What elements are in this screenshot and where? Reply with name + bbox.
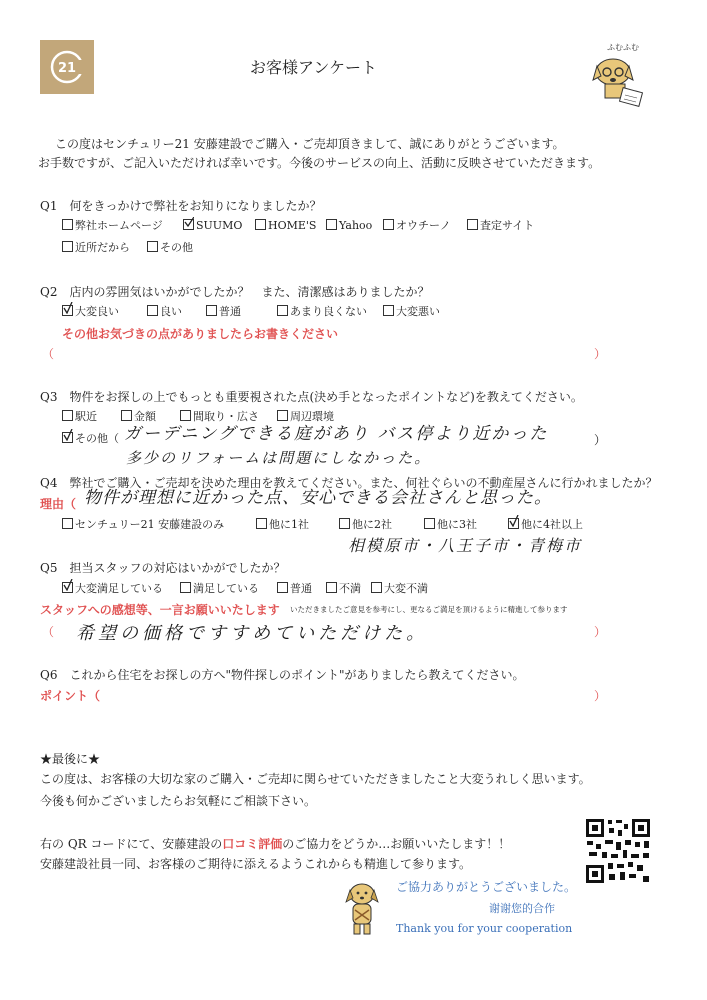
checkbox-icon — [383, 305, 394, 316]
q6-point-field[interactable] — [100, 690, 594, 704]
q1-option-suumo[interactable]: SUUMO — [183, 219, 242, 233]
checkbox-checked-icon — [62, 432, 73, 443]
q4-handwritten-cities: 相模原市・八王子市・青梅市 — [348, 536, 583, 555]
q5-option-very-dissatisfied[interactable]: 大変不満 — [371, 582, 428, 596]
svg-text:ふむふむ: ふむふむ — [607, 43, 639, 52]
checkbox-icon — [121, 410, 132, 421]
q4-option-only-ando[interactable]: センチュリー21 安藤建設のみ — [62, 518, 224, 532]
q5-option-normal[interactable]: 普通 — [277, 582, 312, 596]
checkbox-icon — [147, 305, 158, 316]
checkbox-icon — [62, 241, 73, 252]
q2-label: Q2 店内の雰囲気はいかがでしたか？ また、清潔感はありましたか？ — [40, 285, 430, 299]
checkbox-icon — [147, 241, 158, 252]
q2-close-paren: ） — [594, 347, 607, 361]
q4-option-three-more[interactable]: 他に3社 — [424, 518, 477, 532]
thanks-japanese: ご協力ありがとうございました。 — [396, 880, 577, 894]
q2-comment-prompt: その他お気づきの点がありましたらお書きください — [62, 327, 339, 341]
q3-close-paren: ） — [594, 433, 607, 447]
q3-option-other[interactable]: その他（ — [62, 432, 119, 446]
intro-line-1: この度はセンチュリー21 安藤建設でご購入・ご売却頂きまして、誠にありがとうございます。 — [55, 137, 565, 151]
q1-option-ouchino[interactable]: オウチーノ — [383, 219, 451, 233]
checkbox-icon — [277, 305, 288, 316]
q6-close-paren: ） — [594, 689, 607, 703]
checkbox-icon — [371, 582, 382, 593]
qr-code-icon[interactable] — [583, 816, 653, 886]
q5-label: Q5 担当スタッフの対応はいかがでしたか？ — [40, 561, 286, 575]
century21-logo — [40, 40, 94, 94]
q5-option-satisfied[interactable]: 満足している — [180, 582, 259, 596]
q1-label: Q1 何をきっかけで弊社をお知りになりましたか？ — [40, 199, 322, 213]
svg-text:21: 21 — [57, 61, 77, 76]
q2-option-not-good[interactable]: あまり良くない — [277, 305, 367, 319]
q5-option-very-satisfied[interactable]: 大変満足している — [62, 582, 163, 596]
q2-option-normal[interactable]: 普通 — [206, 305, 241, 319]
q2-option-good[interactable]: 良い — [147, 305, 182, 319]
checkbox-icon — [180, 582, 191, 593]
q2-comment-field[interactable] — [58, 348, 594, 362]
q4-option-one-more[interactable]: 他に1社 — [256, 518, 309, 532]
q3-handwritten-line-1: ガーデニングできる庭があり バス停より近かった — [124, 424, 549, 444]
checkbox-icon — [326, 219, 337, 230]
q1-option-assessment-site[interactable]: 査定サイト — [467, 219, 534, 233]
q4-option-four-plus[interactable]: 他に4社以上 — [508, 518, 583, 532]
q5-comment-note: いただきましたご意見を参考にし、更なるご満足を頂けるように精進して参ります — [290, 605, 568, 614]
q2-option-very-bad[interactable]: 大変悪い — [383, 305, 440, 319]
q3-option-layout[interactable]: 間取り・広さ — [180, 410, 259, 424]
q4-reason-label: 理由（ — [40, 497, 77, 511]
q5-option-dissatisfied[interactable]: 不満 — [326, 582, 361, 596]
q5-handwritten-comment: 希望の価格ですすめていただけた。 — [76, 623, 429, 644]
page-title: お客様アンケート — [250, 58, 378, 77]
q6-label: Q6 これから住宅をお探しの方へ"物件探しのポイント"がありましたら教えてください。 — [40, 668, 525, 682]
closing-line-1: この度は、お客様の大切な家のご購入・ご売却に関らせていただきましたこと大変うれしく思います。 — [40, 772, 591, 786]
q1-option-other[interactable]: その他 — [147, 241, 193, 255]
closing-heading: ★最後に★ — [40, 752, 101, 766]
checkbox-icon — [383, 219, 394, 230]
q3-label: Q3 物件をお探しの上でもっとも重要視された点(決め手となったポイントなど)を教えてください。 — [40, 390, 583, 404]
q1-option-homepage[interactable]: 弊社ホームページ — [62, 219, 163, 233]
q5-close-paren: ） — [594, 625, 607, 639]
checkbox-icon — [180, 410, 191, 421]
closing-line-4: 安藤建設社員一同、お客様のご期待に添えるようこれからも精進して参ります。 — [40, 857, 472, 871]
q2-open-paren: （ — [42, 347, 55, 361]
mascot-dog-icon — [585, 40, 655, 110]
checkbox-icon — [424, 518, 435, 529]
checkbox-icon — [256, 518, 267, 529]
q3-option-environment[interactable]: 周辺環境 — [277, 410, 334, 424]
intro-line-2: お手数ですが、ご記入いただければ幸いです。今後のサービスの向上、活動に反映させていただきます。 — [38, 156, 601, 170]
q3-option-price[interactable]: 金額 — [121, 410, 156, 424]
checkbox-icon — [277, 582, 288, 593]
q5-comment-prompt: スタッフへの感想等、一言お願いいたします — [40, 603, 280, 617]
mascot-dog-bowing-icon — [342, 880, 382, 938]
q4-label: Q4 弊社でご購入・ご売却を決めた理由を教えてください。また、何社ぐらいの不動産屋さんに行かれましたか？ — [40, 476, 658, 490]
checkbox-icon — [206, 305, 217, 316]
q4-handwritten-reason: 物件が理想に近かった点、安心できる会社さんと思った。 — [84, 488, 552, 508]
q1-option-nearby[interactable]: 近所だから — [62, 241, 130, 255]
closing-line-2: 今後も何かございましたらお気軽にご相談下さい。 — [40, 794, 317, 808]
checkbox-checked-icon — [183, 219, 194, 230]
checkbox-icon — [62, 518, 73, 529]
checkbox-checked-icon — [62, 305, 73, 316]
checkbox-checked-icon — [62, 582, 73, 593]
q1-option-homes[interactable]: HOME'S — [255, 219, 316, 233]
checkbox-icon — [339, 518, 350, 529]
q2-option-very-good[interactable]: 大変良い — [62, 305, 119, 319]
q4-option-two-more[interactable]: 他に2社 — [339, 518, 392, 532]
q6-point-label: ポイント（ — [40, 689, 101, 703]
checkbox-icon — [277, 410, 288, 421]
checkbox-icon — [467, 219, 478, 230]
q3-option-station[interactable]: 駅近 — [62, 410, 97, 424]
thanks-chinese: 谢谢您的合作 — [489, 902, 555, 915]
checkbox-icon — [62, 219, 73, 230]
checkbox-icon — [326, 582, 337, 593]
checkbox-icon — [62, 410, 73, 421]
q5-open-paren: （ — [42, 625, 55, 639]
checkbox-icon — [255, 219, 266, 230]
q1-option-yahoo[interactable]: Yahoo — [326, 219, 372, 233]
checkbox-checked-icon — [508, 518, 519, 529]
q3-handwritten-line-2: 多少のリフォームは問題にしなかった。 — [126, 449, 432, 467]
thanks-english: Thank you for your cooperation — [396, 922, 573, 935]
closing-qr-line: 右の QR コードにて、安藤建設の口コミ評価のご協力をどうか…お願いいたします！！ — [40, 837, 511, 851]
